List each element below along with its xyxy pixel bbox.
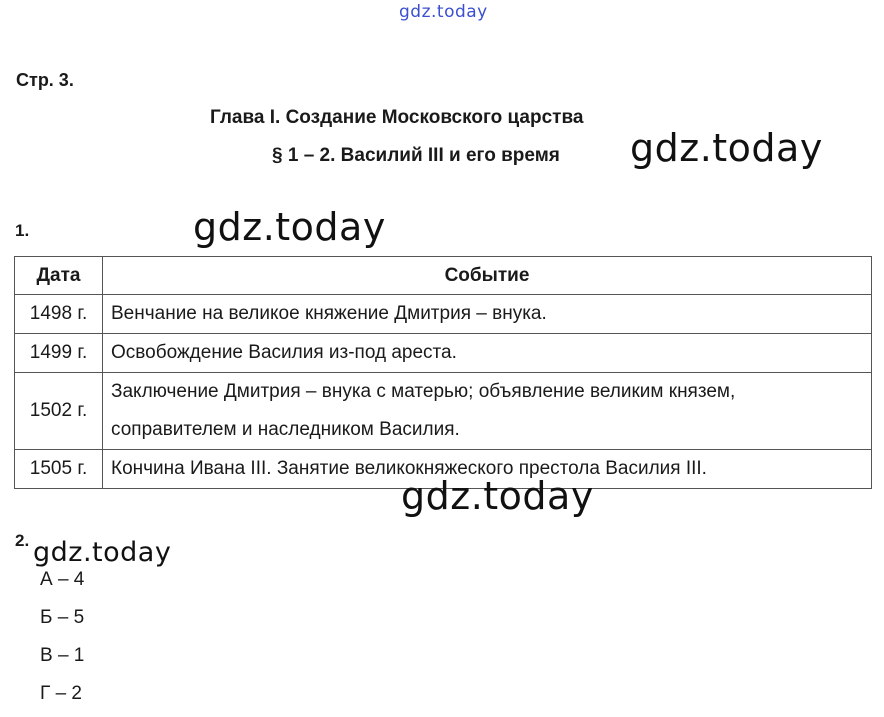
- answer-item: В – 1: [40, 645, 85, 666]
- row-event: Освобождение Василия из-под ареста.: [103, 334, 872, 373]
- task-1-number: 1.: [15, 221, 30, 240]
- row-event: Заключение Дмитрия – внука с матерью; объявление великим князем, соправителем и наследником Василия.: [103, 373, 872, 450]
- chapter-title: Глава I. Создание Московского царства: [210, 107, 584, 128]
- row-event: Кончина Ивана III. Занятие великокняжеского престола Василия III.: [103, 450, 872, 489]
- watermark: gdz.today: [630, 126, 823, 170]
- page-label: Стр. 3.: [16, 70, 74, 90]
- table-row: [15, 295, 872, 334]
- task-2-number: 2.: [15, 531, 30, 550]
- watermark-top: gdz.today: [399, 2, 488, 22]
- answer-item: А – 4: [40, 569, 85, 590]
- row-event: Венчание на великое княжение Дмитрия – внука.: [103, 295, 872, 334]
- answer-item: Г – 2: [40, 683, 82, 704]
- watermark: gdz.today: [401, 474, 594, 518]
- table-header-row: [15, 257, 872, 295]
- row-date: 1498 г.: [15, 295, 103, 334]
- events-table: [14, 256, 872, 489]
- task-2-answers: [40, 565, 84, 717]
- table-row: [15, 373, 872, 450]
- answer-item: Б – 5: [40, 607, 85, 628]
- table-row: [15, 334, 872, 373]
- row-date: 1502 г.: [15, 373, 103, 450]
- watermark: gdz.today: [33, 537, 172, 568]
- watermark: gdz.today: [193, 205, 386, 249]
- section-title: § 1 – 2. Василий III и его время: [272, 145, 560, 166]
- row-date: 1499 г.: [15, 334, 103, 373]
- header-event: Событие: [103, 257, 872, 295]
- header-date: Дата: [15, 257, 103, 295]
- row-date: 1505 г.: [15, 450, 103, 489]
